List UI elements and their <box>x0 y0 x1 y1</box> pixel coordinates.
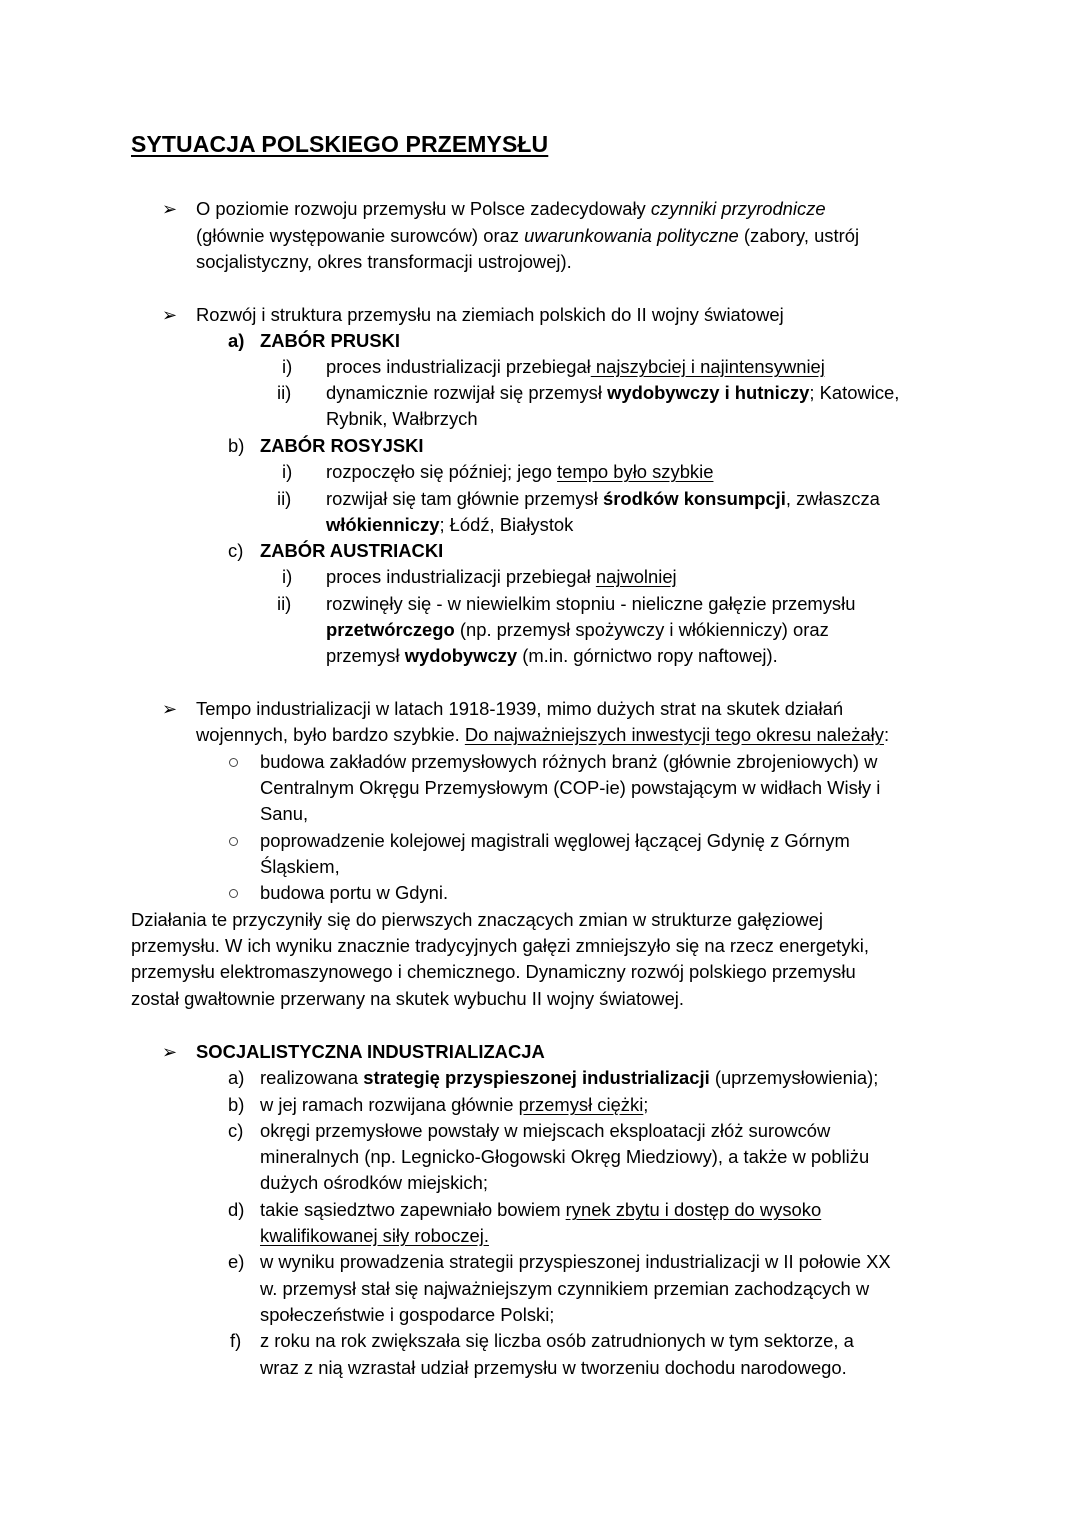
subsection-title: ZABÓR ROSYJSKI <box>260 435 424 456</box>
list-item-continuation: społeczeństwie i gospodarce Polski; <box>260 1304 555 1325</box>
list-item: w jej ramach rozwijana głównie przemysł ciężki; <box>260 1094 649 1115</box>
list-marker: c) <box>228 1120 244 1141</box>
paragraph-line: (głównie występowanie surowców) oraz uwarunkowania polityczne (zabory, ustrój <box>196 225 860 246</box>
list-item-continuation: przetwórczego (np. przemysł spożywczy i włókienniczy) oraz <box>326 619 829 640</box>
section-intro: Rozwój i struktura przemysłu na ziemiach polskich do II wojny światowej <box>196 304 784 325</box>
paragraph-line: wojennych, było bardzo szybkie. Do najważniejszych inwestycji tego okresu należały: <box>196 724 890 745</box>
list-marker: e) <box>228 1251 245 1272</box>
list-marker: d) <box>228 1199 245 1220</box>
list-item: poprowadzenie kolejowej magistrali węglowej łączącej Gdynię z Górnym <box>260 830 850 851</box>
arrow-bullet-icon: ➢ <box>162 1042 178 1062</box>
list-item-continuation: Śląskiem, <box>260 856 340 877</box>
paragraph-line: przemysłu elektromaszynowego i chemicznego. Dynamiczny rozwój polskiego przemysłu <box>131 961 856 982</box>
list-item: budowa portu w Gdyni. <box>260 882 449 903</box>
list-item: okręgi przemysłowe powstały w miejscach eksploatacji złóż surowców <box>260 1120 831 1141</box>
subsection-title: ZABÓR PRUSKI <box>260 330 400 351</box>
paragraph-line: przemysłu. W ich wyniku znacznie tradycyjnych gałęzi zmniejszyło się na rzecz energetyki, <box>131 935 869 956</box>
list-marker: a) <box>228 1067 245 1088</box>
list-item-continuation: Sanu, <box>260 803 309 824</box>
paragraph-line: Działania te przyczyniły się do pierwszych znaczących zmian w strukturze gałęziowej <box>131 909 823 930</box>
list-item: realizowana strategię przyspieszonej industrializacji (uprzemysłowienia); <box>260 1067 879 1088</box>
paragraph-line: Tempo industrializacji w latach 1918-1939, mimo dużych strat na skutek działań <box>196 698 844 719</box>
section-title: SOCJALISTYCZNA INDUSTRIALIZACJA <box>196 1041 545 1062</box>
list-marker: f) <box>230 1330 242 1351</box>
list-item-continuation: przemysł wydobywczy (m.in. górnictwo ropy naftowej). <box>326 645 778 666</box>
list-marker: ii) <box>277 382 292 403</box>
list-item-continuation: Rybnik, Wałbrzych <box>326 408 478 429</box>
list-item-continuation: wraz z nią wzrastał udział przemysłu w tworzeniu dochodu narodowego. <box>260 1357 847 1378</box>
list-marker: c) <box>228 540 244 561</box>
list-item-continuation: Centralnym Okręgu Przemysłowym (COP-ie) powstającym w widłach Wisły i <box>260 777 881 798</box>
list-item: rozpoczęło się później; jego tempo było szybkie <box>326 461 714 482</box>
list-item-continuation: w. przemysł stał się najważniejszym czynnikiem przemian zachodzących w <box>260 1278 870 1299</box>
page-title: SYTUACJA POLSKIEGO PRZEMYSŁU <box>131 131 549 157</box>
arrow-bullet-icon: ➢ <box>162 699 178 719</box>
list-item: budowa zakładów przemysłowych różnych branż (głównie zbrojeniowych) w <box>260 751 878 772</box>
list-marker: i) <box>282 566 293 587</box>
list-item: proces industrializacji przebiegał najszybciej i najintensywniej <box>326 356 825 377</box>
list-item: proces industrializacji przebiegał najwolniej <box>326 566 677 587</box>
arrow-bullet-icon: ➢ <box>162 305 178 325</box>
list-item-continuation: mineralnych (np. Legnicko-Głogowski Okręg Miedziowy), a także w pobliżu <box>260 1146 870 1167</box>
list-marker: b) <box>228 435 245 456</box>
list-item: w wyniku prowadzenia strategii przyspieszonej industrializacji w II połowie XX <box>260 1251 891 1272</box>
arrow-bullet-icon: ➢ <box>162 199 178 219</box>
list-item: takie sąsiedztwo zapewniało bowiem rynek zbytu i dostęp do wysoko <box>260 1199 822 1220</box>
list-item: rozwinęły się - w niewielkim stopniu - nieliczne gałęzie przemysłu <box>326 593 856 614</box>
paragraph-line: socjalistyczny, okres transformacji ustrojowej). <box>196 251 572 272</box>
list-marker: i) <box>282 461 293 482</box>
circle-bullet-icon <box>229 837 238 846</box>
list-marker: ii) <box>277 593 292 614</box>
list-marker: b) <box>228 1094 245 1115</box>
circle-bullet-icon <box>229 889 238 898</box>
paragraph-line: O poziomie rozwoju przemysłu w Polsce zadecydowały czynniki przyrodnicze <box>196 198 826 219</box>
list-marker: a) <box>228 330 245 351</box>
paragraph-line: został gwałtownie przerwany na skutek wybuchu II wojny światowej. <box>131 988 684 1009</box>
list-item-continuation: kwalifikowanej siły roboczej. <box>260 1225 489 1246</box>
subsection-title: ZABÓR AUSTRIACKI <box>260 540 444 561</box>
list-item: z roku na rok zwiększała się liczba osób zatrudnionych w tym sektorze, a <box>260 1330 854 1351</box>
circle-bullet-icon <box>229 758 238 767</box>
list-marker: ii) <box>277 488 292 509</box>
list-item-continuation: dużych ośrodków miejskich; <box>260 1172 488 1193</box>
list-item-continuation: włókienniczy; Łódź, Białystok <box>326 514 574 535</box>
list-item: dynamicznie rozwijał się przemysł wydobywczy i hutniczy; Katowice, <box>326 382 900 403</box>
list-marker: i) <box>282 356 293 377</box>
list-item: rozwijał się tam głównie przemysł środków konsumpcji, zwłaszcza <box>326 488 880 509</box>
